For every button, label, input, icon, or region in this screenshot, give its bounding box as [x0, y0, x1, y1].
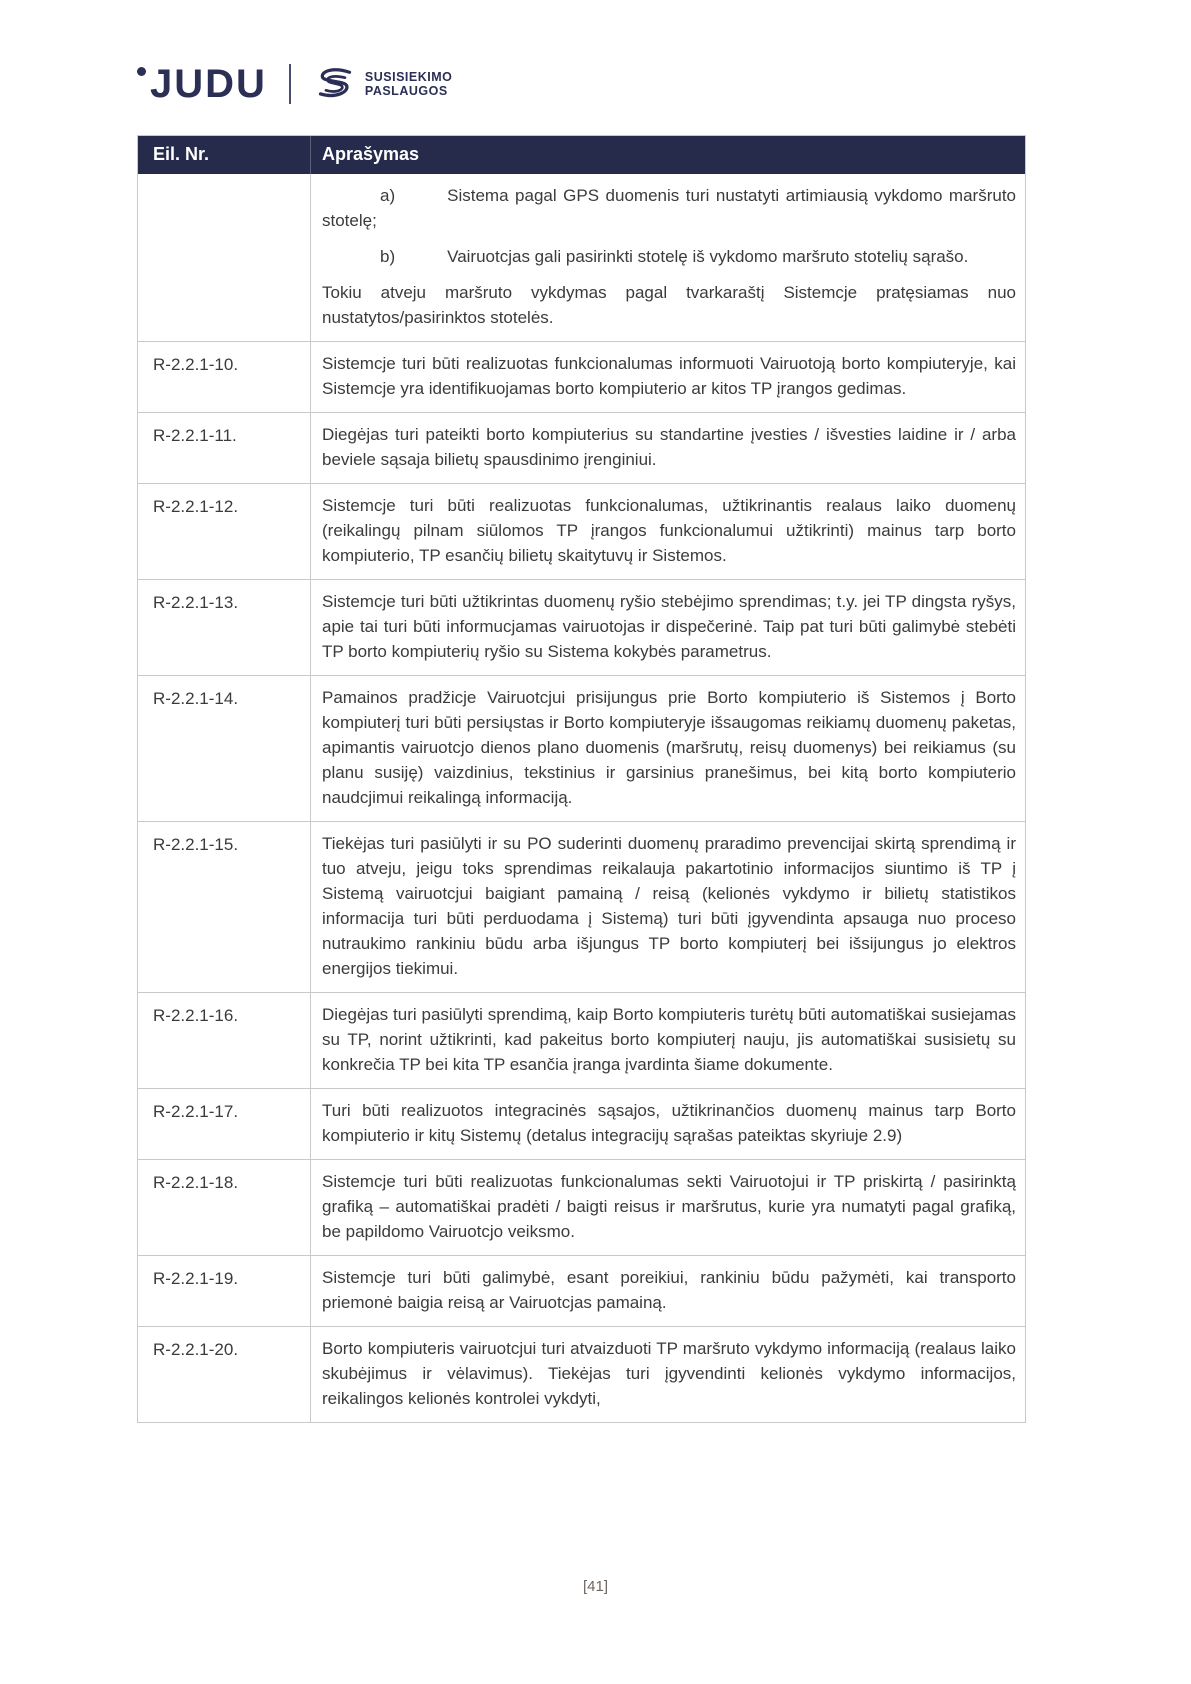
row-paragraph: Sistemcje turi būti galimybė, esant poreikiui, rankiniu būdu pažymėti, kai transporto priemonė baigia reisą ar Vairuotcjas pamainą. [322, 1268, 1016, 1312]
row-description [311, 1089, 1025, 1159]
table-body [138, 174, 1025, 1422]
table-row [138, 675, 1025, 821]
row-id: R-2.2.1-10. [138, 342, 311, 412]
table-row [138, 412, 1025, 483]
row-description [311, 342, 1025, 412]
column-header-id: Eil. Nr. [138, 136, 311, 174]
row-paragraph: Sistemcje turi būti realizuotas funkcionalumas, užtikrinantis realaus laiko duomenų (reikalingų pilnam siūlomos TP įrangos funkcionalumui užtikrinti) mainus tarp borto kompiuterio, TP esančių bilietų skaitytuvų ir Sistemos. [322, 496, 1016, 565]
row-paragraph: Sistemcje turi būti užtikrintas duomenų ryšio stebėjimo sprendimas; t.y. jei TP dingsta ryšys, apie tai turi būti informucjamas vairuotojas ir dispečerinė. Taip pat turi būti galimybė stebėti TP borto kompiuterių ryšio su Sistema kokybės parametrus. [322, 592, 1016, 661]
page-footer [0, 1578, 1191, 1595]
row-description [311, 1327, 1025, 1422]
row-paragraph: Tokiu atveju maršruto vykdymas pagal tvarkaraštį Sistemcje pratęsiamas nuo nustatytos/pasirinktos stotelės. [322, 283, 1016, 327]
row-paragraph: Sistemcje turi būti realizuotas funkcionalumas informuoti Vairuotoją borto kompiuteryje, kai Sistemcje yra identifikuojamas borto kompiuterio ar kitos TP įrangos gedimas. [322, 354, 1016, 398]
row-id: R-2.2.1-15. [138, 822, 311, 992]
table-row [138, 174, 1025, 341]
row-paragraph: a) Sistema pagal GPS duomenis turi nustatyti artimiausią vykdomo maršruto stotelę; [322, 186, 1016, 230]
row-id: R-2.2.1-14. [138, 676, 311, 821]
table-row [138, 483, 1025, 579]
judu-logo [137, 64, 267, 104]
table-row [138, 579, 1025, 675]
row-id: R-2.2.1-12. [138, 484, 311, 579]
row-description [311, 174, 1025, 341]
row-paragraph: Borto kompiuteris vairuotcjui turi atvaizduoti TP maršruto vykdymo informaciją (realaus laiko skubėjimus ir vėlavimus). Tiekėjas turi įgyvendinti kelionės vykdymo informacijos, reikalingos kelionės kontrolei vykdyti, [322, 1339, 1016, 1408]
row-paragraph: Tiekėjas turi pasiūlyti ir su PO suderinti duomenų praradimo prevencijai skirtą sprendimą ir tuo atveju, jeigu toks sprendimas reikalauja pakartotinio informacijos siuntimo iš TP į Sistemą vairuotcjui baigiant pamainą / reisą (kelionės vykdymo ir bilietų statistikos informacija turi būti perduodama į Sistemą) turi būti įgyvendinta apsauga nuo proceso nutraukimo rankiniu būdu arba išjungus TP borto kompiuterį bei išsijungus jo elektros energijos tiekimui. [322, 834, 1016, 978]
row-paragraph: Diegėjas turi pateikti borto kompiuterius su standartine įvesties / išvesties laidine ir / arba beviele sąsaja bilietų spausdinimo įrenginiui. [322, 425, 1016, 469]
table-row [138, 1255, 1025, 1326]
table-header-row [138, 136, 1025, 174]
table-row [138, 1088, 1025, 1159]
judu-logo-dot-icon [137, 67, 146, 76]
requirements-table [137, 135, 1026, 1423]
page-number: [41] [582, 1578, 609, 1595]
table-row [138, 1326, 1025, 1422]
row-description [311, 580, 1025, 675]
row-description [311, 1160, 1025, 1255]
table-row [138, 341, 1025, 412]
row-id: R-2.2.1-20. [138, 1327, 311, 1422]
susisiekimo-paslaugos-s-icon [313, 65, 357, 103]
partner-line-2: PASLAUGOS [364, 84, 448, 98]
row-id [138, 174, 311, 341]
table-row [138, 821, 1025, 992]
row-paragraph: Diegėjas turi pasiūlyti sprendimą, kaip Borto kompiuteris turėtų būti automatiškai susiejamas su TP, norint užtikrinti, kad pakeitus borto kompiuterį nauju, jis automatiškai susisietų su konkrečia TP bei kita TP esančia įranga įvardinta šiame dokumente. [322, 1005, 1016, 1074]
page-header [137, 58, 452, 110]
judu-logo-text: JUDU [150, 62, 267, 106]
row-paragraph: Turi būti realizuotos integracinės sąsajos, užtikrinančios duomenų mainus tarp Borto kompiuterio ir kitų Sistemų (detalus integracijų sąrašas pateiktas skyriuje 2.9) [322, 1101, 1016, 1145]
row-description [311, 993, 1025, 1088]
row-id: R-2.2.1-16. [138, 993, 311, 1088]
row-description [311, 1256, 1025, 1326]
list-marker: b) [380, 247, 396, 266]
table-row [138, 992, 1025, 1088]
row-paragraph: Sistemcje turi būti realizuotas funkcionalumas sekti Vairuotojui ir TP priskirtą / pasirinktą grafiką – automatiškai pradėti / baigti reisus ir maršrutus, kurie yra numatyti pagal grafiką, be papildomo Vairuotcjo veiksmo. [322, 1172, 1016, 1241]
row-id: R-2.2.1-17. [138, 1089, 311, 1159]
row-id: R-2.2.1-19. [138, 1256, 311, 1326]
row-description [311, 413, 1025, 483]
row-id: R-2.2.1-11. [138, 413, 311, 483]
list-marker: a) [380, 186, 396, 205]
row-description [311, 822, 1025, 992]
row-id: R-2.2.1-13. [138, 580, 311, 675]
row-description [311, 676, 1025, 821]
row-description [311, 484, 1025, 579]
susisiekimo-paslaugos-logo [313, 65, 452, 103]
row-id: R-2.2.1-18. [138, 1160, 311, 1255]
partner-line-1: SUSISIEKIMO [364, 69, 453, 84]
table-row [138, 1159, 1025, 1255]
row-paragraph: Pamainos pradžicje Vairuotcjui prisijungus prie Borto kompiuterio iš Sistemos į Borto kompiuterį turi būti persiųstas ir Borto kompiuteryje išsaugomas reikiamų duomenų paketas, apimantis vairuotcjo dienos plano duomenis (maršrutų, reisų duomenys) bei reikiamus (su planu susiję) vaizdinius, tekstinius ir garsinius pranešimus, bei kitą borto kompiuterio naudcjimui reikalingą informaciją. [322, 688, 1016, 807]
column-header-description: Aprašymas [322, 144, 420, 164]
susisiekimo-paslaugos-text [365, 70, 452, 99]
logo-divider [289, 64, 291, 104]
row-paragraph: b) Vairuotcjas gali pasirinkti stotelę iš vykdomo maršruto stotelių sąrašo. [380, 247, 969, 266]
